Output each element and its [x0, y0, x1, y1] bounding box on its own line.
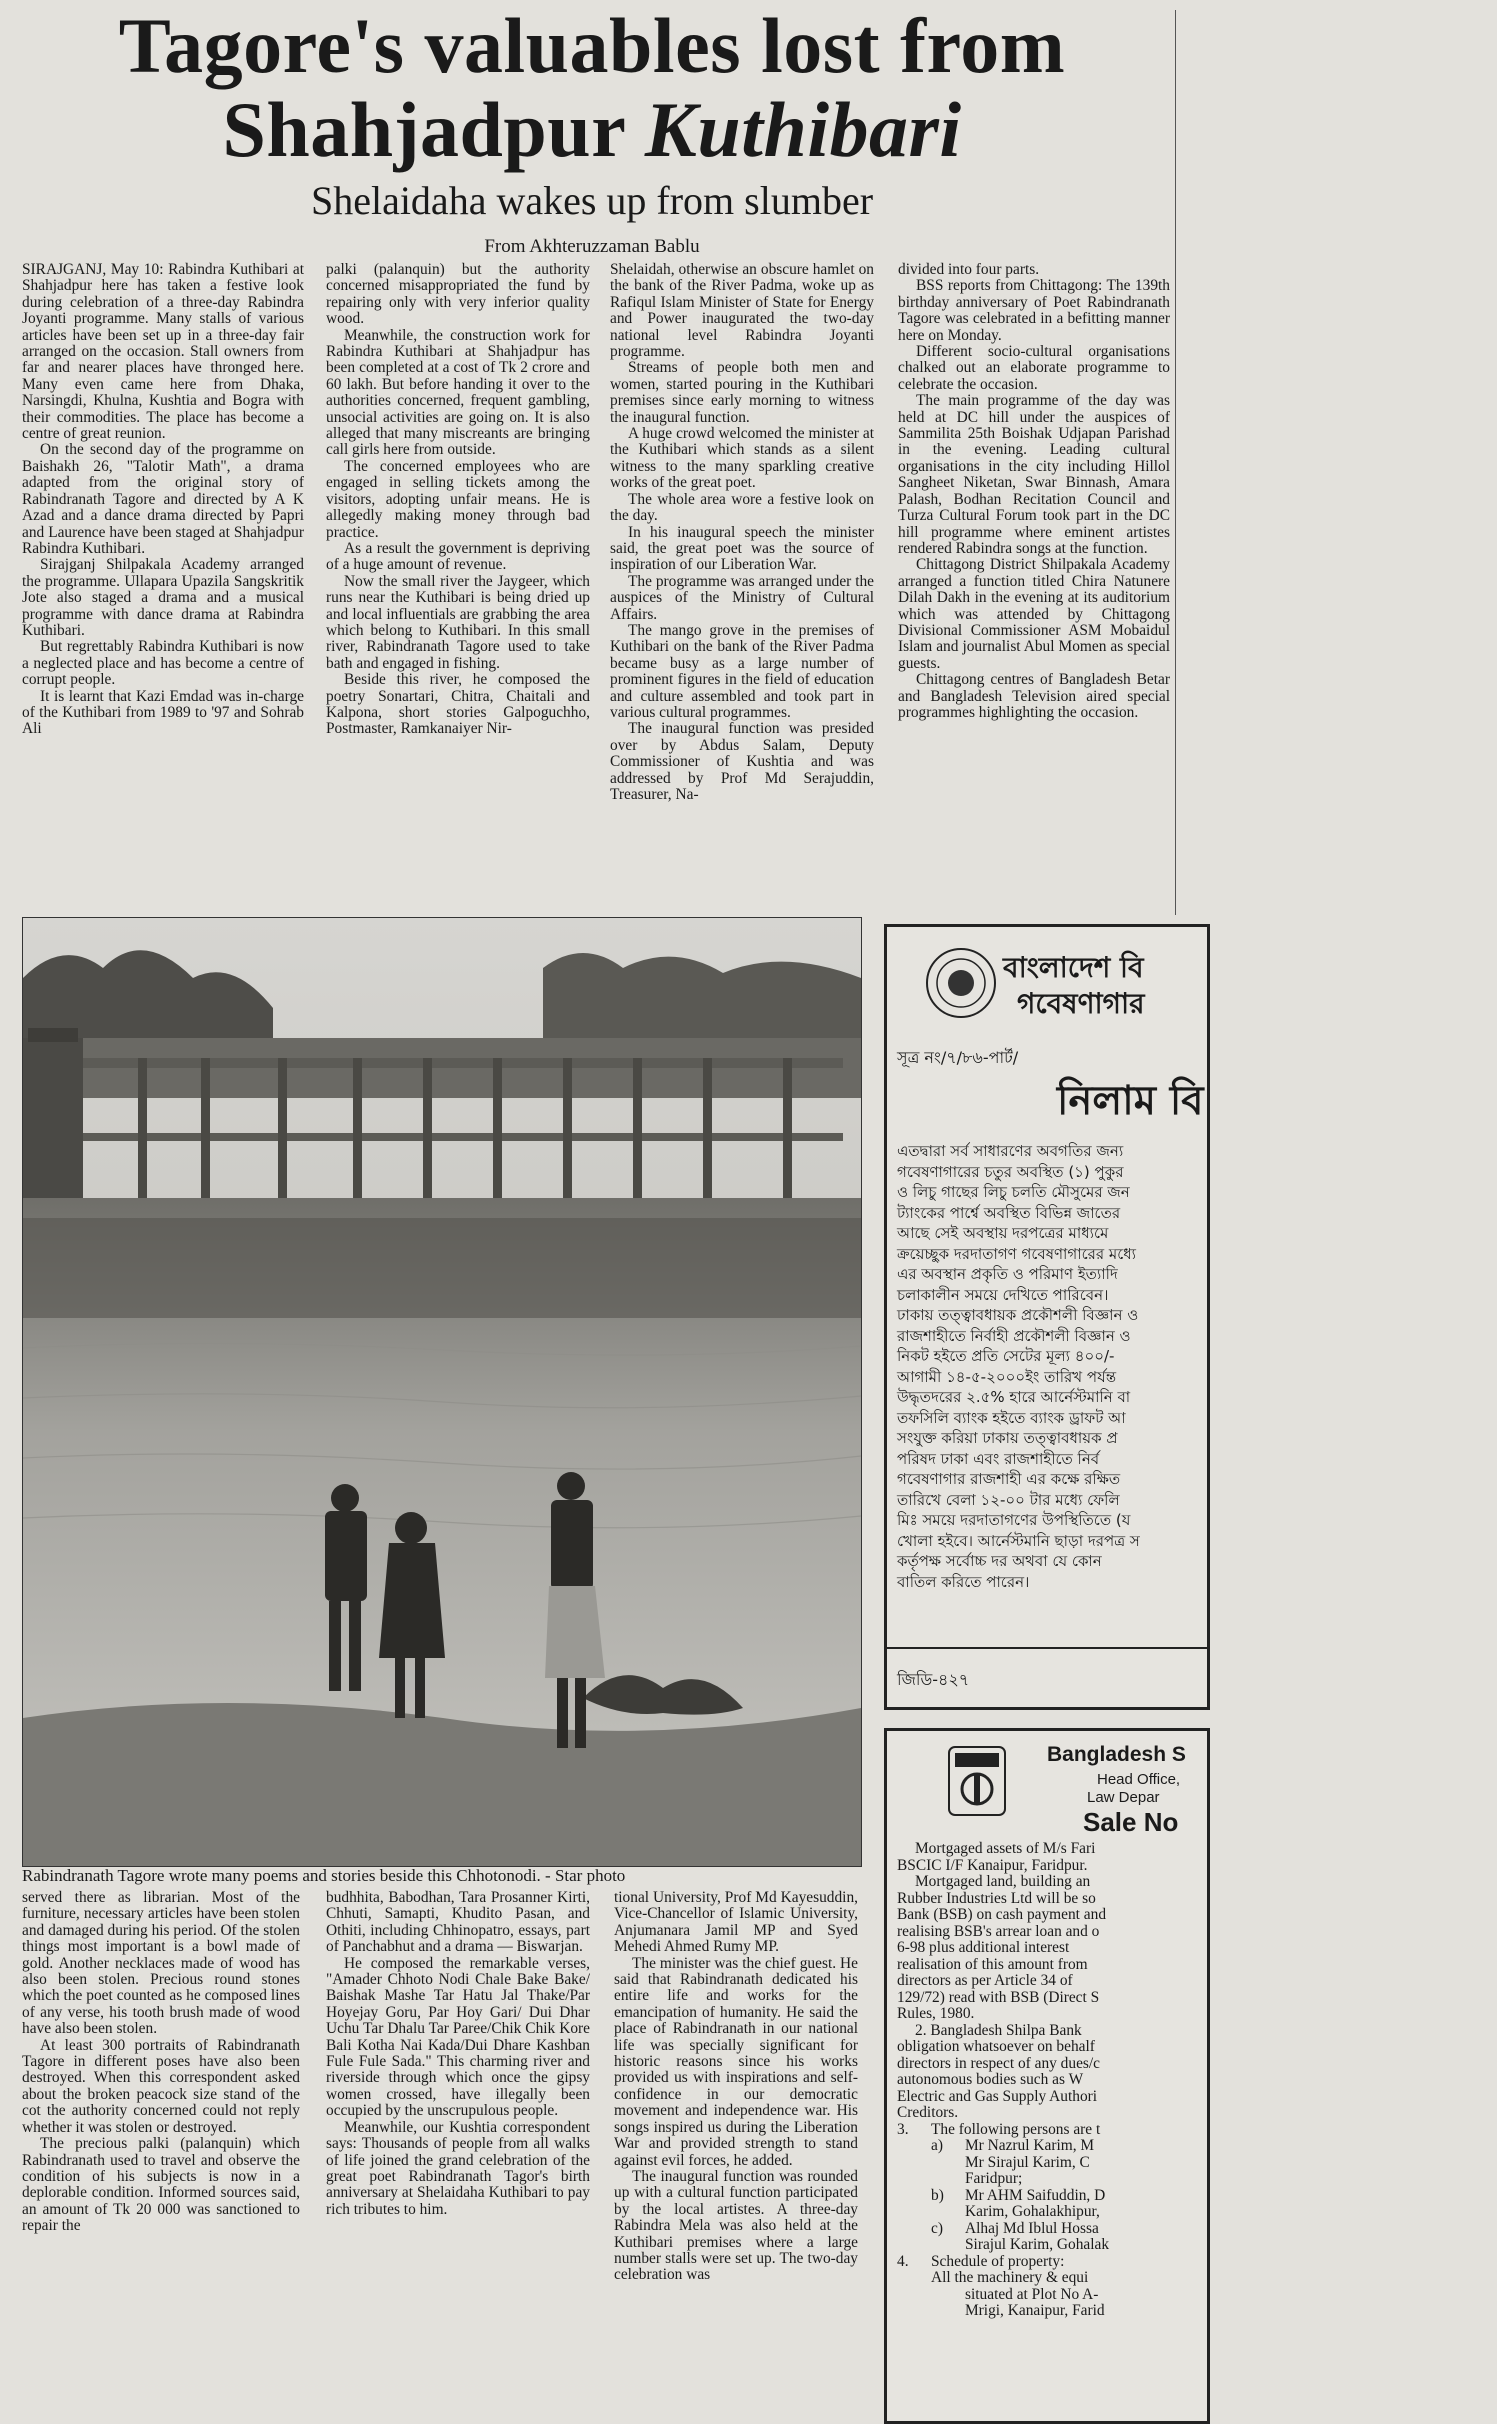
- ad-line: directors in respect of any dues/c: [897, 2054, 1100, 2072]
- paragraph: Meanwhile, our Kushtia correspondent says: Thousands of people from all walks of life joined the grand celebration of the great poet Rabindranath Tagor's birth anniversary at Shelaidaha Kuthibari to pay rich tributes to him.: [326, 2118, 590, 2218]
- ad-line: Rules, 1980.: [897, 2005, 975, 2022]
- paragraph: served there as librarian. Most of the furniture, necessary articles have been stolen and damaged during his period. Of the stolen things most important is a bowl made of gold. Another necklaces made of wood has also been stolen. Precious round stones which the poet counted as he composed lines of any verse, his tooth brush made of wood have also been stolen.: [22, 1889, 300, 2038]
- paragraph: On the second day of the programme on Baishakh 26, "Talotir Math", a drama adapted from the original story of Rabindranath Tagore and directed by A K Azad and a dance drama directed by Papri and Laurence have been staged at Shahjadpur Rabindra Kuthibari.: [22, 441, 304, 557]
- ad-line: Mortgaged assets of M/s Fari: [915, 1840, 1096, 1857]
- ad-line: Creditors.: [897, 2104, 959, 2121]
- ad-line: 129/72) read with BSB (Direct S: [897, 1988, 1100, 2006]
- paragraph: As a result the government is depriving of a huge amount of revenue.: [326, 539, 590, 574]
- ad-line: Mortgaged land, building an: [915, 1873, 1091, 1890]
- ad-line: পরিষদ ঢাকা এবং রাজশাহীতে নির্ব: [897, 1449, 1100, 1468]
- ad-line: Karim, Gohalakhipur,: [965, 2203, 1100, 2220]
- ad-line: তারিখে বেলা ১২-০০ টার মধ্যে ফেলি: [897, 1490, 1120, 1509]
- paragraph: Chittagong centres of Bangladesh Betar and Bangladesh Television aired special programmes highlighting the occasion.: [898, 671, 1170, 721]
- paragraph: He composed the remarkable verses, "Amader Chhoto Nodi Chale Bake Bake/ Baishak Mashe Tar Hatu Jal Thake/Par Hoyejay Goru, Par Hoy Gari/ Dui Dhar Uchu Tar Dhalu Tar Paree/Chik Chik Kore Bali Kotha Nai Kada/Dui Dhare Kashban Fule Fule Sada." This charming river and riverside through which once the gipsy women crossed, have illegally been occupied by the unscrupulous people.: [326, 1954, 590, 2120]
- photo-caption: Rabindranath Tagore wrote many poems and stories beside this Chhotonodi. - Star photo: [22, 1866, 626, 1885]
- ad-line: চলাকালীন সময়ে দেখিতে পারিবেন।: [897, 1285, 1109, 1304]
- ad-line: directors as per Article 34 of: [897, 1972, 1073, 1989]
- ad-line: ট্যাংকের পার্শ্বে অবস্থিত বিভিন্ন জাতের: [897, 1203, 1121, 1222]
- paragraph: divided into four parts.: [898, 261, 1040, 278]
- paragraph: budhhita, Babodhan, Tara Prosanner Kirti, Chhuti, Samapti, Khudito Pasan, and Othiti, including Chhinopatro, essays, part of Panchabhut and a drama — Biswarjan.: [326, 1889, 590, 1956]
- paragraph: The mango grove in the premises of Kuthibari on the bank of the River Padma became busy as a large number of prominent figures in the field of education and culture assembled and took part in various cultural programmes.: [610, 621, 874, 721]
- paragraph: The main programme of the day was held at DC hill under the auspices of Sammilita 25th Boishak Udjapan Parishad in the evening. Leading cultural organisations in the city including Hillol Sangheet Niketan, Swar Binnash, Amara Palash, Bodhan Recitation Council and Turza Cultural Forum took part in the DC hill programme where eminent artistes rendered Rabindra songs at the function.: [898, 392, 1170, 557]
- paragraph: Meanwhile, the construction work for Rabindra Kuthibari at Shahjadpur has been completed at a cost of Tk 2 crore and 60 lakh. But before handing it over to the authorities concerned, frequent gambling, unsocial activities are going on. It is also alleged that many miscreants are bringing call girls here from outside.: [326, 326, 590, 459]
- list-number: 4.: [897, 2252, 909, 2270]
- article-column-5: [22, 1890, 300, 2235]
- ad-line: Mr Nazrul Karim, M: [965, 2137, 1095, 2154]
- bank-logo-icon: [947, 1745, 1007, 1817]
- ad-line: মিঃ সময়ে দরদাতাগণের উপস্থিতিতে (য: [897, 1511, 1131, 1529]
- article-column-7: [614, 1890, 858, 2284]
- headline-line2-italic: Kuthibari: [644, 86, 962, 173]
- ad-body: [897, 1141, 1497, 1592]
- ad-line: 6-98 plus additional interest: [897, 1939, 1070, 1956]
- ad-line: আগামী ১৪-৫-২০০০ইং তারিখ পর্যন্ত: [897, 1367, 1117, 1386]
- ad-sale-body: [897, 1841, 1297, 2320]
- list-number: 3.: [897, 2120, 909, 2138]
- paragraph: A huge crowd welcomed the minister at the Kuthibari which stands as a silent witness to the many sparkling creative works of the great poet.: [610, 425, 874, 492]
- ad-line: Mrigi, Kanaipur, Farid: [965, 2302, 1105, 2319]
- ad-line: কর্তৃপক্ষ সর্বোচ্চ দর অথবা যে কোন: [897, 1552, 1102, 1570]
- ad-line: Bank (BSB) on cash payment and: [897, 1906, 1107, 1923]
- paragraph: Different socio-cultural organisations chalked out an elaborate programme to celebrate the occasion.: [898, 343, 1170, 393]
- ad-title-line2: গবেষণাগার: [1017, 987, 1145, 1020]
- ad-line: autonomous bodies such as W: [897, 2071, 1084, 2088]
- ad-line: 2. Bangladesh Shilpa Bank: [915, 2021, 1082, 2039]
- paragraph: The inaugural function was presided over by Abdus Salam, Deputy Commissioner of Kushtia and was addressed by Prof Md Serajuddin, Treasurer, Na-: [610, 720, 874, 803]
- ad-line: রাজশাহীতে নির্বাহী প্রকৌশলী বিজ্ঞান ও: [897, 1326, 1131, 1345]
- ad-line: খোলা হইবে। আর্নেস্টমানি ছাড়া দরপত্র স: [897, 1531, 1140, 1550]
- paragraph: The whole area wore a festive look on the day.: [610, 490, 874, 525]
- ad-divider: [887, 1647, 1207, 1649]
- ad-line: Sirajul Karim, Gohalak: [965, 2236, 1110, 2253]
- ad-line: এর অবস্থান প্রকৃতি ও পরিমাণ ইত্যাদি: [897, 1265, 1118, 1283]
- paragraph: tional University, Prof Md Kayesuddin, Vice-Chancellor of Islamic University, Anjumanara Jamil MP and Syed Mehedi Ahmed Rumy MP.: [614, 1889, 858, 1956]
- ad-line: সংযুক্ত করিয়া ঢাকায় তত্ত্বাবধায়ক প্র: [897, 1429, 1118, 1447]
- article-column-4: [898, 262, 1170, 721]
- ad-line: তফসিলি ব্যাংক হইতে ব্যাংক ড্রাফট আ: [897, 1408, 1126, 1427]
- article-column-3: [610, 262, 874, 803]
- article-column-2: [326, 262, 590, 738]
- headline-line2: [0, 88, 1184, 172]
- paragraph: Now the small river the Jaygeer, which runs near the Kuthibari is being dried up and local influentials are grabbing the area which belong to Kuthibari. In this small river, Rabindranath Tagore used to take bath and engaged in fishing.: [326, 572, 590, 672]
- ad-footer-code: জিডি-৪২৭: [897, 1670, 970, 1689]
- ad-line: Electric and Gas Supply Authori: [897, 2087, 1098, 2105]
- ad-line: ক্রয়েচ্ছুক দরদাতাগণ গবেষণাগারের মধ্যে: [897, 1244, 1136, 1263]
- paragraph: BSS reports from Chittagong: The 139th birthday anniversary of Poet Rabindranath Tagore was celebrated in a befitting manner here on Monday.: [898, 277, 1170, 344]
- ad-line: Rubber Industries Ltd will be so: [897, 1889, 1096, 1907]
- paragraph: The programme was arranged under the auspices of the Ministry of Cultural Affairs.: [610, 572, 874, 623]
- ad-head-office: Head Office,: [1097, 1771, 1181, 1788]
- emblem-icon: [925, 947, 997, 1019]
- right-edge-rule: [1175, 10, 1176, 915]
- ad-line: গবেষণাগারের চতুর অবস্থিত (১) পুকুর: [897, 1162, 1124, 1181]
- ad-reference-number: সূত্র নং/৭/৮৬-পার্ট/: [897, 1048, 1019, 1067]
- ad-heading: নিলাম বি: [1057, 1078, 1204, 1124]
- river-photo-illustration: [23, 918, 861, 1866]
- paragraph: But regrettably Rabindra Kuthibari is now a neglected place and has become a centre of corrupt people.: [22, 638, 304, 689]
- news-photo: [22, 917, 862, 1867]
- ad-bank-name: Bangladesh S: [1047, 1743, 1186, 1766]
- paragraph: At least 300 portraits of Rabindranath Tagore in different poses have also been destroyed. When this correspondent asked about the broken peacock size stand of the cot the authority concerned could not reply whether it was stolen or destroyed.: [22, 2036, 300, 2136]
- ad-line: Alhaj Md Iblul Hossa: [965, 2219, 1099, 2237]
- ad-line: obligation whatsoever on behalf: [897, 2038, 1095, 2055]
- ad-line: বাতিল করিতে পারেন।: [897, 1572, 1030, 1591]
- ad-line: All the machinery & equi: [931, 2269, 1089, 2286]
- ad-line: realisation of this amount from: [897, 1955, 1088, 1973]
- ad-line: উদ্ধৃতদরের ২.৫% হারে আর্নেস্টমানি বা: [897, 1388, 1131, 1406]
- article-column-1: [22, 262, 304, 738]
- ad-sale-heading: Sale No: [1083, 1807, 1179, 1837]
- ad-law-department: Law Depar: [1087, 1789, 1160, 1806]
- ad-line: ও লিচু গাছের লিচু চলতি মৌসুমের জন: [897, 1183, 1130, 1201]
- ad-line: আছে সেই অবস্থায় দরপত্রের মাধ্যমে: [897, 1224, 1109, 1242]
- subheadline: Shelaidaha wakes up from slumber: [310, 178, 874, 223]
- list-marker: b): [931, 2186, 944, 2204]
- ad-line: এতদ্বারা সর্ব সাধারণের অবগতির জন্য: [897, 1142, 1124, 1160]
- headline: [0, 4, 1184, 172]
- paragraph: The minister was the chief guest. He said that Rabindranath dedicated his entire life and works for the emancipation of humanity. He said the place of Rabindranath in our national life was specially significant for historic reasons since his works provided us with inspirations and self-confidence in our democratic movement and independence war. His songs inspired us during the Liberation War and provided strength to stand against evil forces, he added.: [614, 1954, 858, 2169]
- ad-line: BSCIC I/F Kanaipur, Faridpur.: [897, 1856, 1088, 1874]
- auction-notice-ad: [884, 924, 1210, 1710]
- paragraph: SIRAJGANJ, May 10: Rabindra Kuthibari at Shahjadpur here has taken a festive look during celebration of a three-day Rabindra Joyanti programme. Many stalls of various articles have been set up in a three-day fair arranged on the occasion. Stall owners from far and nearer places have thronged here. Many even came here from Dhaka, Narsingdi, Khulna, Kushtia and Bogra with their commodities. The place has become a centre of great reunion.: [22, 261, 304, 443]
- paragraph: Chittagong District Shilpakala Academy arranged a function titled Chira Natunere Dilah Dakh in the evening at its auditorium which was attended by Chittagong Divisional Commissioner ASM Mobaidul Islam and journalist Abul Momen as special guests.: [898, 556, 1170, 672]
- ad-line: ঢাকায় তত্ত্বাবধায়ক প্রকৌশলী বিজ্ঞান ও: [897, 1306, 1139, 1324]
- ad-line: situated at Plot No A-: [965, 2285, 1099, 2303]
- paragraph: The concerned employees who are engaged in selling tickets among the visitors, adopting unfair means. He is allegedly making money through bad practice.: [326, 457, 590, 541]
- ad-title-line1: বাংলাদেশ বি: [1003, 951, 1144, 984]
- paragraph: Streams of people both men and women, started pouring in the Kuthibari premises since early morning to witness the inaugural function.: [610, 359, 874, 426]
- paragraph: Shelaidah, otherwise an obscure hamlet on the bank of the River Padma, woke up as Rafiqul Islam Minister of State for Energy and Power inaugurated the two-day national level Rabindra Joyanti programme.: [610, 261, 874, 361]
- sale-notice-ad: [884, 1728, 1210, 2424]
- headline-line1: Tagore's valuables lost from: [118, 2, 1066, 89]
- paragraph: The precious palki (palanquin) which Rabindranath used to travel and observe the condition of his subjects is now in a deplorable condition. Informed sources said, an amount of Tk 20 000 was sanctioned to repair the: [22, 2135, 300, 2235]
- ad-line: realising BSB's arrear loan and o: [897, 1922, 1100, 1940]
- ad-line: Faridpur;: [965, 2170, 1023, 2187]
- ad-line: Schedule of property:: [931, 2252, 1065, 2270]
- headline-line2-plain: Shahjadpur: [222, 86, 645, 173]
- paragraph: In his inaugural speech the minister said, the great poet was the source of inspiration of our Liberation War.: [610, 523, 874, 574]
- byline: From Akhteruzzaman Bablu: [484, 236, 700, 257]
- paragraph: It is learnt that Kazi Emdad was in-charge of the Kuthibari from 1989 to '97 and Sohrab Ali: [22, 687, 304, 738]
- paragraph: palki (palanquin) but the authority concerned misappropriated the fund by repairing only with very inferior quality wood.: [326, 261, 590, 328]
- ad-line: নিকট হইতে প্রতি সেটের মূল্য ৪০০/-: [897, 1347, 1115, 1365]
- paragraph: Sirajganj Shilpakala Academy arranged the programme. Ullapara Upazila Sangskritik Jote also staged a drama and a musical programme with dance drama at Rabindra Kuthibari.: [22, 556, 304, 639]
- ad-line: Mr AHM Saifuddin, D: [965, 2186, 1106, 2204]
- ad-line: গবেষণাগার রাজশাহী এর কক্ষে রক্ষিত: [897, 1470, 1121, 1488]
- article-column-6: [326, 1890, 590, 2218]
- ad-line: Mr Sirajul Karim, C: [965, 2153, 1090, 2171]
- ad-line: The following persons are t: [931, 2120, 1101, 2138]
- paragraph: The inaugural function was rounded up with a cultural function participated by the local artistes. A three-day Rabindra Mela was also held at the Kuthibari premises where a large number stalls were set up. The two-day celebration was: [614, 2167, 858, 2284]
- paragraph: Beside this river, he composed the poetry Sonartari, Chitra, Chaitali and Kalpona, short stories Galpoguchho, Postmaster, Ramkanaiyer Nir-: [326, 671, 590, 738]
- list-marker: a): [931, 2137, 943, 2154]
- list-marker: c): [931, 2219, 943, 2237]
